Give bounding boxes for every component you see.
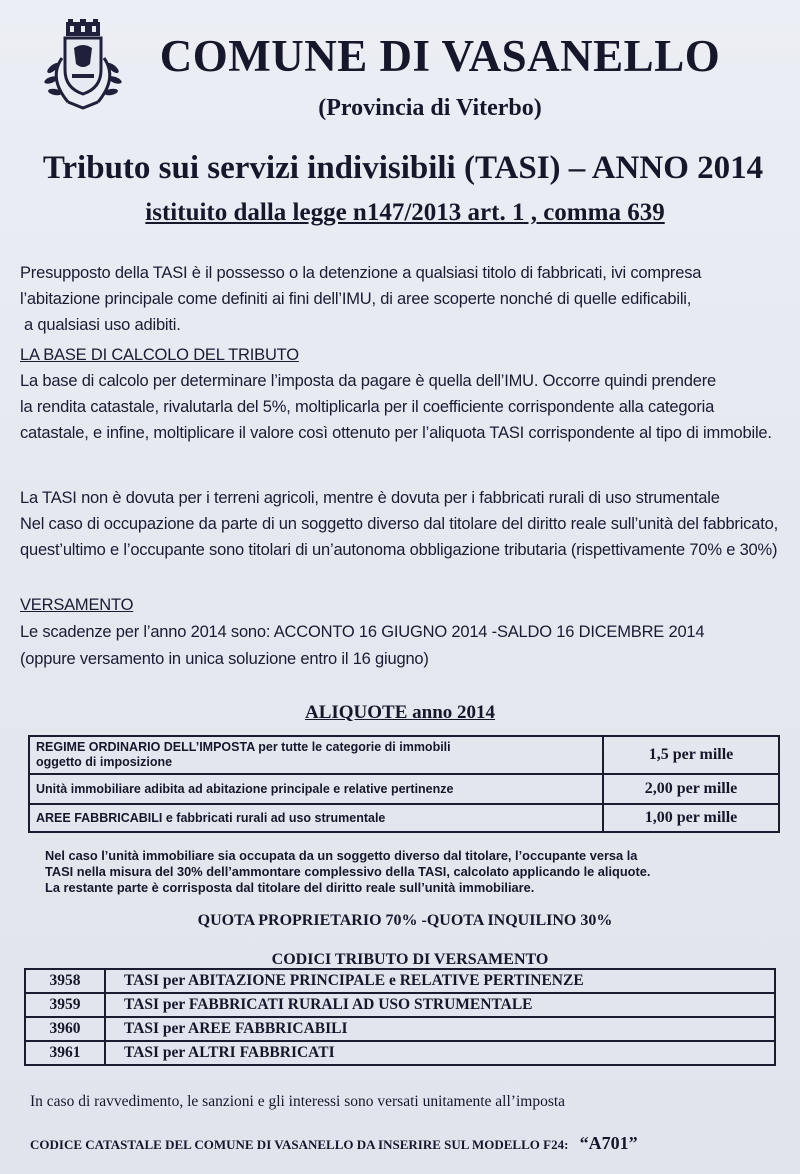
tax-code-label: TASI per ABITAZIONE PRINCIPALE e RELATIVE PERTINENZE	[105, 969, 775, 993]
table-row	[25, 969, 775, 993]
codice-catastale-value: “A701”	[579, 1133, 638, 1153]
base-calcolo-section	[20, 342, 800, 446]
deadline-line: (oppure versamento in unica soluzione entro il 16 giugno)	[20, 650, 429, 668]
body-line: Nel caso di occupazione da parte di un soggetto diverso dal titolare del diritto reale sull’unità del fabbricato,	[20, 515, 778, 533]
law-reference: istituito dalla legge n147/2013 art. 1 , comma 639	[145, 199, 665, 226]
tax-code: 3960	[25, 1017, 105, 1041]
tax-code-label: TASI per AREE FABBRICABILI	[105, 1017, 775, 1041]
rate-description: Unità immobiliare adibita ad abitazione principale e relative pertinenze	[29, 774, 603, 804]
section-heading: VERSAMENTO	[20, 596, 134, 614]
rate-value: 2,00 per mille	[603, 774, 779, 804]
table-row	[29, 774, 779, 804]
page-title: COMUNE DI VASANELLO	[159, 31, 721, 81]
note-line: Nel caso l’unità immobiliare sia occupata da un soggetto diverso dal titolare, l’occupante versa la	[45, 848, 638, 863]
quota-split: QUOTA PROPRIETARIO 70% -QUOTA INQUILINO 30%	[197, 912, 613, 929]
versamento-section	[20, 592, 800, 673]
body-line: catastale, e infine, moltiplicare il valore così ottenuto per l’aliquota TASI corrispondente al tipo di immobile.	[20, 424, 772, 442]
tax-code-label: TASI per FABBRICATI RURALI AD USO STRUMENTALE	[105, 993, 775, 1017]
tax-code-label: TASI per ALTRI FABBRICATI	[105, 1041, 775, 1065]
table-row	[25, 1041, 775, 1065]
codici-table	[24, 968, 776, 1066]
aliquote-title: ALIQUOTE anno 2014	[304, 702, 496, 723]
note-line: TASI nella misura del 30% dell’ammontare complessivo della TASI, calcolato applicando le aliquote.	[45, 864, 651, 879]
rate-value: 1,5 per mille	[603, 736, 779, 774]
body-line: la rendita catastale, rivalutarla del 5%, moltiplicarla per il coefficiente corrispondente alla categoria	[20, 398, 715, 416]
page-subtitle: (Provincia di Viterbo)	[318, 95, 542, 121]
section-heading: LA BASE DI CALCOLO DEL TRIBUTO	[20, 346, 299, 364]
rate-description: AREE FABBRICABILI e fabbricati rurali ad uso strumentale	[29, 804, 603, 832]
table-row	[29, 736, 779, 774]
codice-catastale-label: CODICE CATASTALE DEL COMUNE DI VASANELLO DA INSERIRE SUL MODELLO F24:	[30, 1137, 569, 1152]
rate-value: 1,00 per mille	[603, 804, 779, 832]
intro-paragraph	[20, 260, 800, 338]
codici-title: CODICI TRIBUTO DI VERSAMENTO	[271, 951, 549, 968]
codice-catastale	[30, 1133, 638, 1154]
body-line: quest’ultimo e l’occupante sono titolari di un’autonoma obbligazione tributaria (rispettivamente 70% e 30%)	[20, 541, 778, 559]
table-row	[29, 804, 779, 832]
deadline-line: Le scadenze per l’anno 2014 sono: ACCONTO 16 GIUGNO 2014 -SALDO 16 DICEMBRE 2014	[20, 623, 705, 641]
aliquote-table	[28, 735, 780, 833]
note-line: La restante parte è corrisposta dal titolare del diritto reale sull’unità immobiliare.	[45, 880, 535, 895]
rate-description: REGIME ORDINARIO DELL’IMPOSTA per tutte le categorie di immobili oggetto di imposizione	[29, 736, 603, 774]
ravvedimento-note: In caso di ravvedimento, le sanzioni e gli interessi sono versati unitamente all’imposta	[30, 1093, 566, 1110]
tax-code: 3958	[25, 969, 105, 993]
tasi-obligation-paragraph	[20, 485, 800, 563]
tax-code: 3959	[25, 993, 105, 1017]
tax-code: 3961	[25, 1041, 105, 1065]
table-row	[25, 1017, 775, 1041]
intro-line: Presupposto della TASI è il possesso o la detenzione a qualsiasi titolo di fabbricati, ivi compresa	[20, 264, 702, 282]
body-line: La base di calcolo per determinare l’imposta da pagare è quella dell’IMU. Occorre quindi prendere	[20, 372, 716, 390]
tax-heading: Tributo sui servizi indivisibili (TASI) – ANNO 2014	[42, 150, 764, 186]
intro-line: l’abitazione principale come definiti ai fini dell’IMU, di aree scoperte nonché di quelle edificabili,	[20, 290, 692, 308]
body-line: La TASI non è dovuta per i terreni agricoli, mentre è dovuta per i fabbricati rurali di uso strumentale	[20, 489, 720, 507]
table-row	[25, 993, 775, 1017]
occupant-note	[45, 848, 775, 896]
intro-line: a qualsiasi uso adibiti.	[24, 316, 181, 334]
